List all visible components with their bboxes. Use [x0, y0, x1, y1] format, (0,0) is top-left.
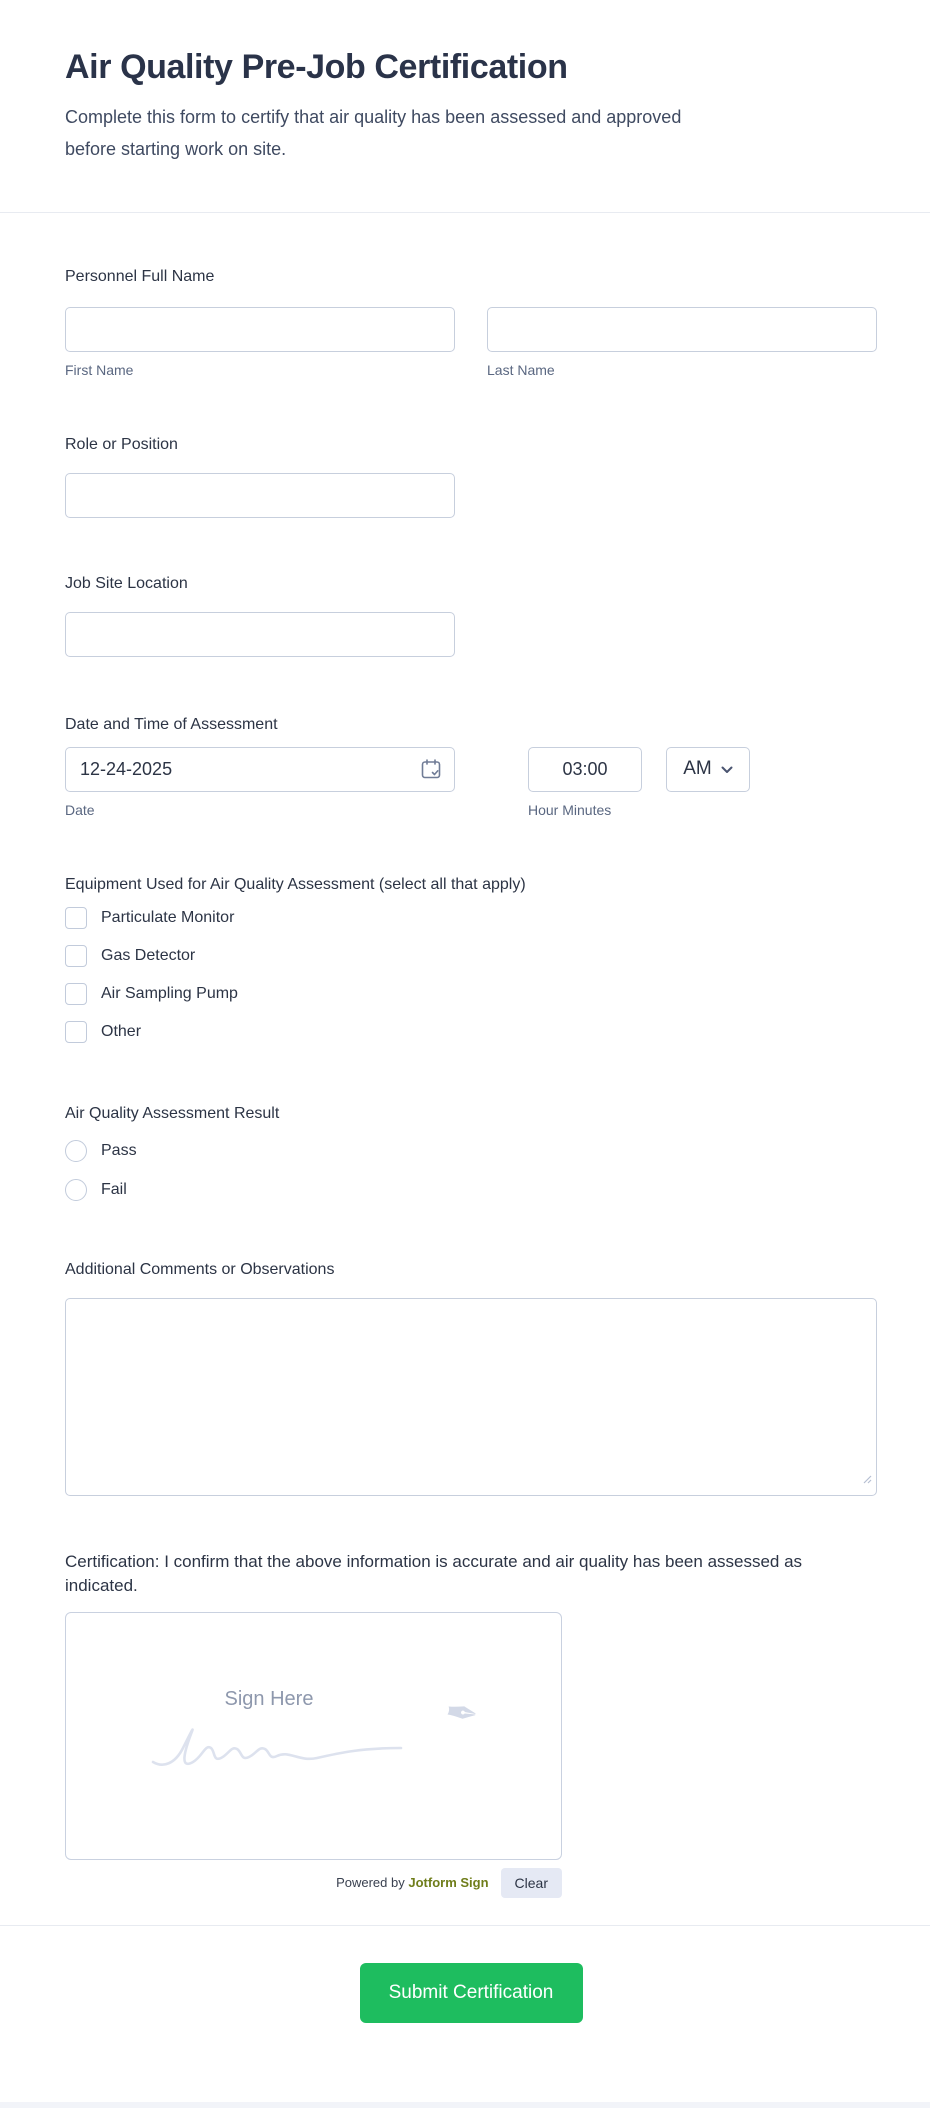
last-name-sublabel: Last Name: [487, 361, 555, 378]
field-equipment: [65, 875, 877, 1044]
equipment-option-gas-detector[interactable]: [65, 945, 877, 968]
checkbox[interactable]: [65, 1021, 87, 1043]
form-header: [0, 0, 930, 213]
field-datetime: [65, 715, 877, 819]
role-label: Role or Position: [65, 435, 178, 453]
result-option-pass[interactable]: [65, 1140, 877, 1163]
submit-button[interactable]: Submit Certification: [360, 1963, 583, 2023]
name-row: [65, 307, 877, 379]
powered-by-text: [336, 1875, 488, 1890]
role-input[interactable]: [65, 473, 455, 518]
option-label: Gas Detector: [101, 947, 196, 965]
job-site-input[interactable]: [65, 612, 455, 657]
chevron-down-icon: [721, 758, 733, 780]
page-title: Air Quality Pre-Job Certification: [65, 48, 568, 86]
result-option-fail[interactable]: [65, 1179, 877, 1202]
option-label: Fail: [101, 1181, 127, 1199]
resize-handle-icon[interactable]: [862, 1471, 872, 1489]
personnel-name-label: Personnel Full Name: [65, 267, 215, 285]
signature-footer: [65, 1868, 562, 1898]
field-personnel-name: [65, 267, 877, 379]
job-site-label: Job Site Location: [65, 574, 188, 592]
field-comments: [65, 1260, 877, 1496]
option-label: Air Sampling Pump: [101, 985, 238, 1003]
time-sublabel: Hour Minutes: [528, 801, 612, 818]
result-options: [65, 1140, 877, 1202]
meridiem-value: AM: [683, 758, 712, 780]
equipment-options: [65, 907, 877, 1044]
equipment-option-particulate-monitor[interactable]: [65, 907, 877, 930]
first-name-col: [65, 307, 455, 379]
datetime-row: [65, 747, 877, 819]
clear-signature-button[interactable]: Clear: [501, 1868, 562, 1898]
first-name-input[interactable]: [65, 307, 455, 352]
jotform-sign-brand: Jotform Sign: [408, 1875, 489, 1891]
calendar-picker-button[interactable]: [419, 758, 443, 782]
option-label: Pass: [101, 1142, 137, 1160]
result-label: Air Quality Assessment Result: [65, 1104, 280, 1122]
datetime-label: Date and Time of Assessment: [65, 715, 278, 733]
field-result: [65, 1104, 877, 1202]
date-sublabel: Date: [65, 801, 95, 818]
checkbox[interactable]: [65, 945, 87, 967]
option-label: Particulate Monitor: [101, 909, 235, 927]
equipment-option-other[interactable]: [65, 1021, 877, 1044]
checkbox[interactable]: [65, 907, 87, 929]
equipment-label: Equipment Used for Air Quality Assessment (select all that apply): [65, 875, 526, 893]
meridiem-select[interactable]: [666, 747, 750, 792]
date-col: [65, 747, 455, 819]
time-input[interactable]: [528, 747, 642, 792]
form-subtitle: Complete this form to certify that air quality has been assessed and approved before starting work on site.: [65, 106, 682, 160]
field-job-site: [65, 574, 877, 657]
time-col: [528, 747, 642, 819]
last-name-input[interactable]: [487, 307, 877, 352]
checkbox[interactable]: [65, 983, 87, 1005]
sign-here-text: Sign Here: [224, 1687, 314, 1710]
comments-label: Additional Comments or Observations: [65, 1260, 335, 1278]
date-wrap: [65, 747, 455, 792]
field-certification: [65, 1550, 877, 1898]
calendar-icon: [420, 768, 442, 783]
signature-squiggle-icon: [149, 1718, 409, 1775]
signature-pad[interactable]: [65, 1612, 562, 1860]
radio-button[interactable]: [65, 1179, 87, 1201]
comments-textarea-wrap: [65, 1298, 877, 1496]
first-name-sublabel: First Name: [65, 361, 134, 378]
equipment-option-air-sampling-pump[interactable]: [65, 983, 877, 1006]
form-body: [0, 267, 930, 1898]
comments-textarea[interactable]: [65, 1298, 877, 1496]
form-footer: [0, 1925, 930, 2063]
field-role: [65, 435, 877, 518]
pen-nib-icon: ✒: [442, 1689, 482, 1738]
radio-button[interactable]: [65, 1140, 87, 1162]
powered-by-prefix: Powered by: [336, 1875, 405, 1891]
last-name-col: [487, 307, 877, 379]
certification-label: Certification: I confirm that the above information is accurate and air quality has been assessed as indicated.: [65, 1551, 803, 1595]
option-label: Other: [101, 1023, 142, 1041]
signature-placeholder: [149, 1687, 482, 1784]
date-input[interactable]: [65, 747, 455, 792]
bottom-strip: [0, 2102, 930, 2108]
